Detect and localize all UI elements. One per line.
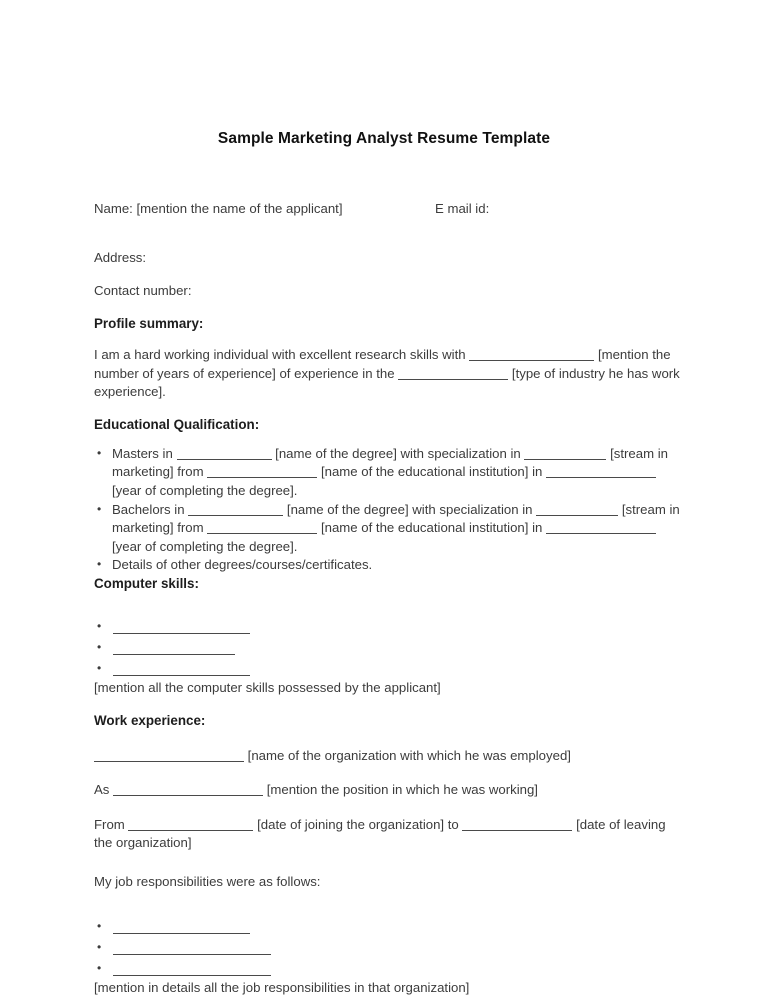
- work-experience-heading: Work experience:: [94, 712, 684, 729]
- profile-summary-text: [94, 346, 684, 402]
- position-row: [94, 781, 684, 800]
- spacer: [94, 853, 684, 873]
- list-item-other-degrees: • Details of other degrees/courses/certificates.: [94, 556, 684, 575]
- joining-note: [date of joining the organization] to: [257, 817, 459, 832]
- spacer: [94, 332, 684, 346]
- organization-row: [94, 747, 684, 766]
- position-blank[interactable]: [113, 784, 263, 796]
- organization-name-blank[interactable]: [94, 750, 244, 762]
- duration-row: [94, 816, 684, 853]
- skill-blank-2[interactable]: [113, 642, 235, 655]
- responsibility-blank-3[interactable]: [113, 963, 271, 976]
- masters-text-3: [stream in marketing] from: [112, 446, 668, 480]
- bachelors-text-4: [name of the educational institution] in: [321, 520, 542, 535]
- bachelors-year-blank[interactable]: [546, 522, 656, 534]
- spacer: [94, 433, 684, 445]
- spacer: [94, 299, 684, 315]
- profile-text-2: [mention the number of years of experience] of experience in the: [94, 347, 671, 381]
- profile-text-3: [type of industry he has work experience].: [94, 366, 680, 400]
- spacer: [94, 698, 684, 712]
- bachelors-text-5: [year of completing the degree].: [112, 539, 297, 554]
- masters-text-1: Masters in: [112, 446, 173, 461]
- educational-qualification-heading: Educational Qualification:: [94, 416, 684, 433]
- leaving-note: [date of leaving the organization]: [94, 817, 666, 851]
- joining-date-blank[interactable]: [128, 819, 253, 831]
- list-item-responsibility: [94, 916, 684, 937]
- position-prefix: As: [94, 782, 109, 797]
- spacer: [94, 800, 684, 816]
- skill-blank-3[interactable]: [113, 663, 250, 676]
- masters-specialization-blank[interactable]: [524, 448, 606, 460]
- industry-type-blank[interactable]: [398, 368, 508, 380]
- computer-skills-note: [mention all the computer skills possessed by the applicant]: [94, 679, 684, 698]
- contact-number-label: Contact number:: [94, 282, 684, 299]
- list-item-skill: [94, 637, 684, 658]
- spacer: [94, 892, 684, 916]
- bachelors-institution-blank[interactable]: [207, 522, 317, 534]
- list-item-skill: [94, 616, 684, 637]
- masters-text-4: [name of the educational institution] in: [321, 464, 542, 479]
- spacer: [94, 402, 684, 416]
- responsibility-blank-1[interactable]: [113, 921, 250, 934]
- organization-note: [name of the organization with which he was employed]: [248, 748, 571, 763]
- document-body: [94, 200, 684, 997]
- education-list: [94, 445, 684, 575]
- name-label: Name: [mention the name of the applicant]: [94, 201, 343, 216]
- responsibilities-intro: My job responsibilities were as follows:: [94, 873, 684, 892]
- profile-summary-heading: Profile summary:: [94, 315, 684, 332]
- page-title: Sample Marketing Analyst Resume Template: [0, 130, 768, 148]
- masters-text-5: [year of completing the degree].: [112, 483, 297, 498]
- spacer: [94, 592, 684, 616]
- list-item-responsibility: [94, 937, 684, 958]
- identity-row: [94, 200, 684, 217]
- leaving-date-blank[interactable]: [462, 819, 572, 831]
- bachelors-text-3: [stream in marketing] from: [112, 502, 680, 536]
- responsibility-blank-2[interactable]: [113, 942, 271, 955]
- responsibilities-note: [mention in details all the job responsibilities in that organization]: [94, 979, 684, 997]
- spacer: [94, 266, 684, 282]
- masters-institution-blank[interactable]: [207, 466, 317, 478]
- profile-text-1: I am a hard working individual with excellent research skills with: [94, 347, 466, 362]
- spacer: [94, 765, 684, 781]
- computer-skills-list: [94, 616, 684, 679]
- from-prefix: From: [94, 817, 125, 832]
- list-item-responsibility: [94, 958, 684, 979]
- address-label: Address:: [94, 249, 684, 266]
- responsibilities-list: [94, 916, 684, 979]
- years-of-experience-blank[interactable]: [469, 349, 594, 361]
- masters-year-blank[interactable]: [546, 466, 656, 478]
- list-item-skill: [94, 658, 684, 679]
- list-item-bachelors: [94, 501, 684, 557]
- list-item-masters: [94, 445, 684, 501]
- bachelors-text-1: Bachelors in: [112, 502, 185, 517]
- bachelors-text-2: [name of the degree] with specialization in: [287, 502, 533, 517]
- computer-skills-heading: Computer skills:: [94, 575, 684, 592]
- skill-blank-1[interactable]: [113, 621, 250, 634]
- masters-text-2: [name of the degree] with specialization in: [275, 446, 521, 461]
- position-note: [mention the position in which he was working]: [267, 782, 538, 797]
- spacer: [94, 729, 684, 747]
- bachelors-degree-blank[interactable]: [188, 504, 283, 516]
- bachelors-specialization-blank[interactable]: [536, 504, 618, 516]
- email-label: E mail id:: [435, 200, 489, 217]
- spacer: [94, 233, 684, 249]
- masters-degree-blank[interactable]: [177, 448, 272, 460]
